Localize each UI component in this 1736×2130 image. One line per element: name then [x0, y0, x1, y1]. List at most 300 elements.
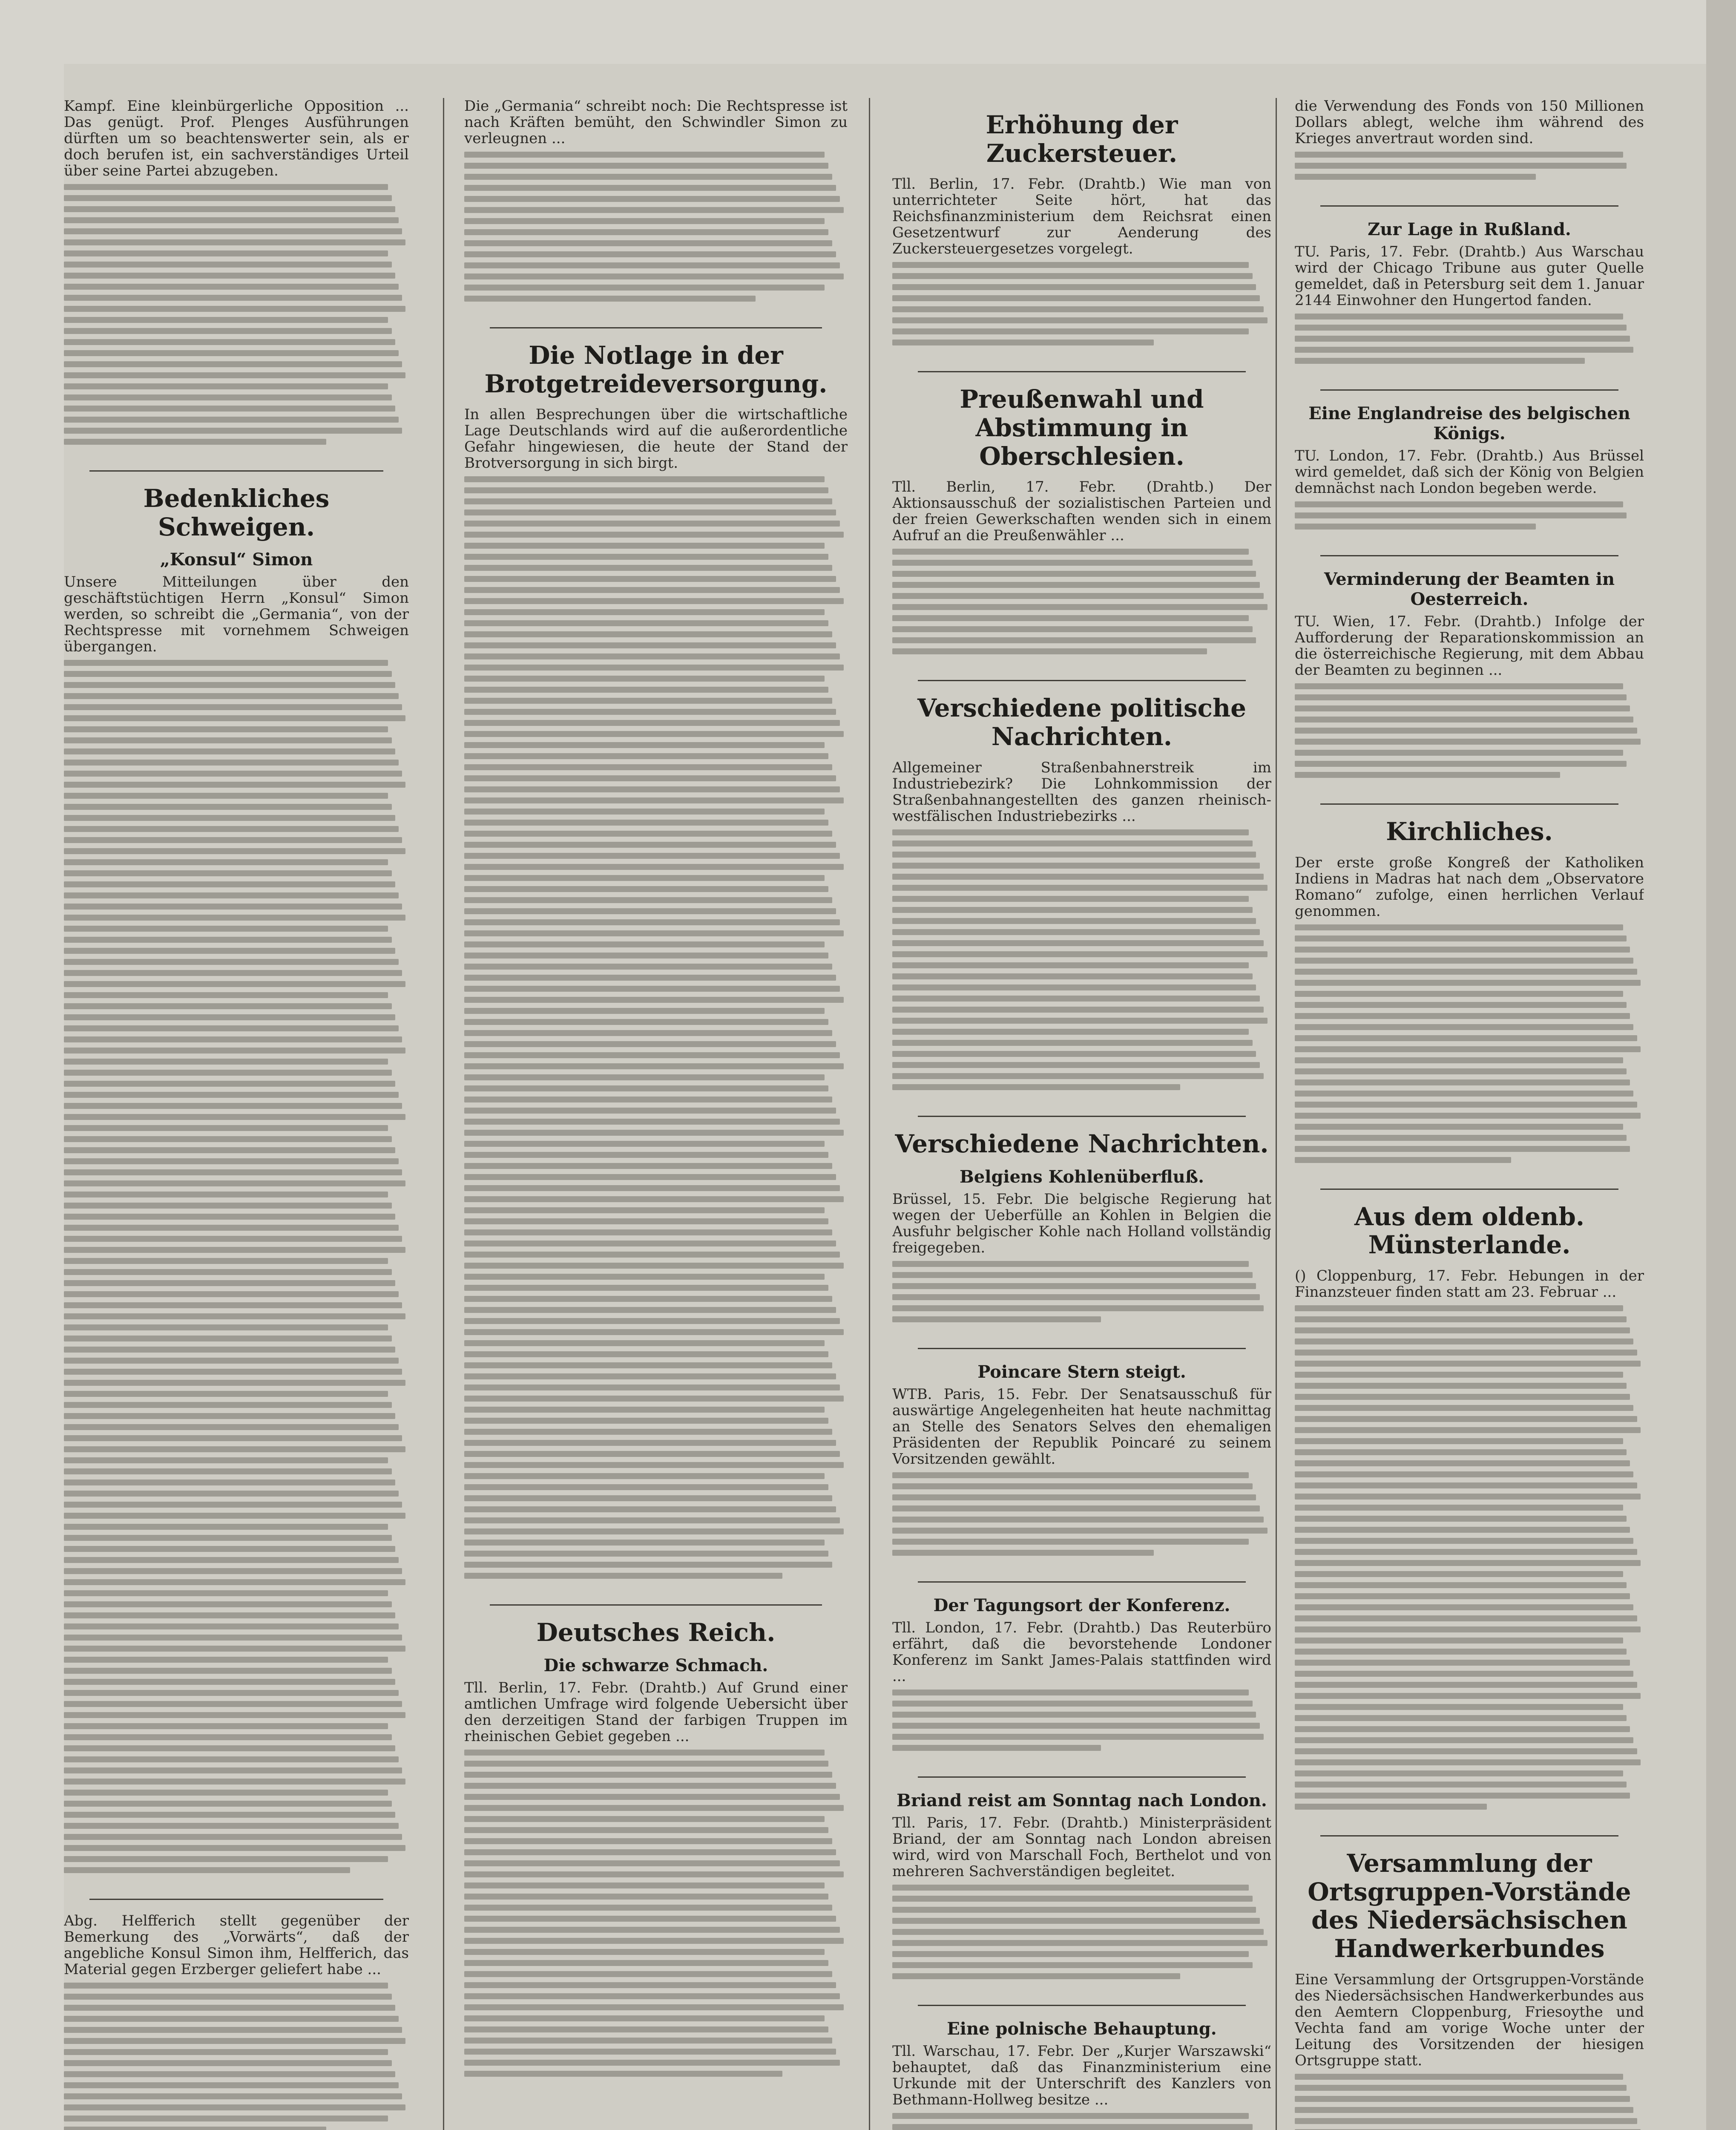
- text-line: [1295, 1035, 1637, 1041]
- text-line: [1295, 1057, 1623, 1063]
- article-divider: [918, 1776, 1246, 1778]
- text-line: [464, 1827, 828, 1833]
- text-line: [1295, 1527, 1630, 1533]
- text-line: [64, 2093, 402, 2099]
- article-lead-text: Tll. Berlin, 17. Febr. (Drahtb.) Der Aktionsausschuß der sozialistischen Parteien und der freien Gewerkschaften wenden sich in einem Aufruf an die Preußenwähler ...: [892, 479, 1271, 544]
- text-line: [464, 886, 828, 892]
- text-line: [1295, 683, 1623, 689]
- text-line: [1295, 717, 1633, 722]
- text-line: [464, 1528, 844, 1534]
- text-line: [892, 973, 1253, 979]
- text-line: [64, 892, 399, 898]
- text-line: [64, 1158, 399, 1164]
- text-line: [464, 229, 828, 235]
- article-body: [464, 476, 848, 1579]
- text-line: [892, 1907, 1256, 1913]
- text-line: [464, 1351, 828, 1357]
- text-line: [64, 206, 395, 212]
- article-divider: [1320, 1189, 1618, 1190]
- text-line: [1295, 501, 1623, 507]
- text-line: [892, 1029, 1249, 1035]
- text-line: [892, 984, 1256, 990]
- text-line: [892, 2113, 1249, 2119]
- article-lead-text: TU. London, 17. Febr. (Drahtb.) Aus Brüssel wird gemeldet, daß sich der König von Belgien demnächst nach London begeben werde.: [1295, 448, 1644, 496]
- text-line: [892, 1745, 1101, 1751]
- text-line: [1295, 1505, 1623, 1511]
- text-line: [464, 753, 828, 759]
- text-line: [64, 1491, 399, 1497]
- text-line: [64, 1192, 388, 1197]
- text-line: [64, 2005, 395, 2011]
- text-line: [64, 2027, 402, 2033]
- text-line: [464, 1783, 836, 1789]
- text-line: [1295, 1157, 1511, 1163]
- article-lead-text: TU. Paris, 17. Febr. (Drahtb.) Aus Warschau wird der Chicago Tribune aus guter Quelle gemeldet, daß in Petersburg seit dem 1. Januar 2144 Einwohner den Hungertod fanden.: [1295, 244, 1644, 308]
- text-line: [464, 1540, 825, 1546]
- text-line: [1295, 152, 1623, 158]
- text-line: [64, 1059, 388, 1065]
- text-line: [892, 328, 1249, 334]
- text-line: [464, 1296, 832, 1302]
- text-line: [64, 1734, 392, 1740]
- article-lead-text: () Cloppenburg, 17. Febr. Hebungen in der Finanzsteuer finden statt am 23. Februar ...: [1295, 1268, 1644, 1301]
- text-line: [464, 1163, 832, 1169]
- article-lead-text: Eine Versammlung der Ortsgruppen-Vorstände des Niedersächsischen Handwerkerbundes aus den Aemtern Cloppenburg, Friesoythe und Vechta fand am vorige Woche unter der Leitung des Vorsitzenden der hiesigen Ortsgruppe statt.: [1295, 1971, 1644, 2069]
- text-line: [64, 1457, 388, 1463]
- text-line: [64, 1302, 402, 1308]
- text-line: [64, 2116, 388, 2121]
- text-line: [1295, 2107, 1633, 2113]
- text-line: [64, 748, 395, 754]
- text-line: [464, 1429, 832, 1435]
- text-line: [464, 809, 825, 815]
- text-line: [1295, 1024, 1633, 1030]
- text-line: [64, 859, 388, 865]
- text-line: [1295, 1361, 1641, 1367]
- text-line: [892, 604, 1268, 610]
- text-line: [64, 1380, 405, 1386]
- text-line: [464, 1285, 828, 1291]
- text-line: [464, 1506, 836, 1512]
- text-line: [1295, 1146, 1630, 1152]
- article-lead-text: Tll. Paris, 17. Febr. (Drahtb.) Ministerpräsident Briand, der am Sonntag nach London abreisen wird, wird von Marschall Foch, Berthelot und von mehreren Sachverständigen begleitet.: [892, 1814, 1271, 1880]
- article-body: [892, 1885, 1271, 1979]
- text-line: [64, 339, 395, 345]
- article-body: [892, 1472, 1271, 1556]
- text-line: [64, 2038, 405, 2044]
- article-subheadline: Eine polnische Behauptung.: [947, 2018, 1217, 2039]
- text-line: [464, 764, 832, 770]
- text-line: [464, 1030, 832, 1036]
- text-line: [464, 1573, 782, 1579]
- text-line: [64, 1358, 399, 1364]
- article: [892, 1790, 1271, 1979]
- text-line: [64, 1324, 388, 1330]
- text-line: [892, 1973, 1180, 1979]
- text-line: [64, 1745, 395, 1751]
- text-line: [1295, 1350, 1637, 1356]
- text-line: [464, 2004, 844, 2010]
- text-line: [464, 2038, 832, 2044]
- text-line: [892, 571, 1256, 577]
- page-edge: [1706, 0, 1736, 2130]
- text-line: [464, 864, 844, 870]
- text-line: [464, 1362, 832, 1368]
- text-line: [64, 815, 395, 821]
- text-line: [464, 831, 832, 837]
- text-line: [64, 793, 388, 799]
- text-line: [64, 1994, 392, 2000]
- article-divider: [918, 680, 1246, 681]
- article: [464, 1618, 848, 2077]
- text-line: [464, 1340, 825, 1346]
- text-line: [892, 560, 1253, 566]
- text-line: [64, 328, 392, 334]
- text-line: [892, 863, 1260, 869]
- text-line: [892, 840, 1253, 846]
- text-line: [64, 306, 405, 312]
- text-line: [64, 273, 395, 279]
- article-headline: Bedenkliches Schweigen.: [143, 484, 330, 541]
- text-line: [464, 1894, 828, 1900]
- text-line: [1295, 947, 1630, 953]
- text-line: [1295, 2074, 1623, 2080]
- text-line: [892, 1062, 1260, 1068]
- text-line: [64, 1701, 402, 1707]
- article-headline: Die Notlage in der Brotgetreideversorgung.: [484, 341, 828, 398]
- article-lead-text: TU. Wien, 17. Febr. (Drahtb.) Infolge der Aufforderung der Reparationskommission an die österreichische Regierung, mit dem Abbau der Beamten zu beginnen ...: [1295, 613, 1644, 678]
- article-lead-text: Die „Germania“ schreibt noch: Die Rechtspresse ist nach Kräften bemüht, den Schwindler Simon zu verleugnen ...: [464, 98, 848, 147]
- text-line: [1295, 512, 1627, 518]
- text-line: [464, 941, 825, 947]
- text-line: [64, 195, 392, 201]
- text-line: [64, 1048, 405, 1053]
- text-line: [464, 1074, 825, 1080]
- text-line: [1295, 1793, 1630, 1799]
- text-line: [64, 1801, 392, 1807]
- text-line: [64, 715, 405, 721]
- text-line: [892, 1305, 1264, 1311]
- text-line: [892, 1539, 1249, 1545]
- text-line: [464, 742, 825, 748]
- text-line: [464, 554, 828, 560]
- text-line: [64, 992, 388, 998]
- text-line: [464, 218, 825, 224]
- text-line: [1295, 314, 1623, 320]
- text-line: [464, 521, 840, 527]
- article-subheadline: Poincare Stern steigt.: [977, 1361, 1186, 1382]
- column-1: [64, 98, 409, 2130]
- text-line: [64, 1125, 388, 1131]
- text-line: [1295, 1604, 1633, 1610]
- text-line: [64, 782, 405, 788]
- article-body: [892, 549, 1271, 654]
- text-line: [1295, 1560, 1641, 1566]
- text-line: [464, 1451, 840, 1457]
- text-line: [464, 1816, 825, 1822]
- text-line: [464, 1052, 840, 1058]
- article: [1295, 219, 1644, 364]
- text-line: [464, 1838, 832, 1844]
- text-line: [64, 1214, 395, 1220]
- text-line: [464, 1772, 832, 1778]
- text-line: [464, 185, 836, 191]
- text-line: [64, 1103, 402, 1109]
- text-line: [464, 240, 832, 246]
- text-line: [464, 853, 840, 859]
- text-line: [64, 826, 399, 832]
- text-line: [64, 439, 326, 445]
- text-line: [1295, 935, 1627, 941]
- article-lead-text: In allen Besprechungen über die wirtschaftliche Lage Deutschlands wird auf die außerordentliche Gefahr hingewiesen, die heute der Stand der Brotversorgung in sich birgt.: [464, 406, 848, 472]
- text-line: [1295, 1002, 1627, 1008]
- text-line: [64, 1313, 405, 1319]
- text-line: [64, 383, 388, 389]
- text-line: [1295, 1068, 1627, 1074]
- text-line: [464, 720, 840, 726]
- article-divider: [1320, 555, 1618, 556]
- text-line: [464, 2071, 782, 2077]
- column-rule: [1276, 98, 1277, 2130]
- article-body: [1295, 683, 1644, 778]
- text-line: [1295, 1091, 1633, 1097]
- text-line: [64, 2071, 395, 2077]
- text-line: [892, 1007, 1264, 1013]
- article-divider: [918, 1116, 1246, 1117]
- text-line: [464, 1418, 828, 1424]
- text-line: [892, 1483, 1253, 1489]
- text-line: [1295, 761, 1627, 767]
- text-line: [64, 804, 392, 810]
- text-line: [892, 317, 1268, 323]
- article-body: [892, 2113, 1271, 2130]
- text-line: [64, 1424, 399, 1430]
- text-line: [64, 1479, 395, 1485]
- text-line: [64, 1668, 392, 1674]
- article-subheadline: „Konsul“ Simon: [160, 550, 313, 570]
- article-divider: [490, 327, 822, 328]
- text-line: [64, 1546, 395, 1552]
- text-line: [464, 1396, 844, 1402]
- text-line: [64, 1247, 405, 1253]
- text-line: [892, 549, 1249, 555]
- article-body: [892, 262, 1271, 345]
- text-line: [64, 1657, 388, 1663]
- article-body: [892, 829, 1271, 1090]
- text-line: [464, 642, 836, 648]
- article: [464, 98, 848, 302]
- article-body: [1295, 152, 1644, 180]
- text-line: [64, 948, 395, 954]
- text-line: [464, 786, 840, 792]
- text-line: [464, 1373, 836, 1379]
- text-line: [892, 1918, 1260, 1924]
- text-line: [1295, 705, 1630, 711]
- text-line: [892, 1940, 1268, 1946]
- text-line: [1295, 1759, 1641, 1765]
- text-line: [464, 174, 832, 180]
- text-line: [64, 671, 392, 677]
- article-headline: Deutsches Reich.: [536, 1618, 776, 1647]
- text-line: [1295, 1438, 1623, 1444]
- article-subheadline: Eine Englandreise des belgischen Königs.: [1308, 403, 1630, 443]
- text-line: [64, 1336, 392, 1341]
- text-line: [892, 1712, 1256, 1718]
- text-line: [64, 970, 402, 976]
- text-line: [464, 665, 844, 671]
- text-line: [464, 897, 832, 903]
- text-line: [464, 2049, 836, 2055]
- text-line: [64, 1812, 395, 1818]
- text-line: [64, 1535, 392, 1541]
- text-line: [64, 417, 399, 423]
- article: [64, 98, 409, 445]
- text-line: [1295, 1538, 1633, 1544]
- text-line: [464, 1407, 825, 1413]
- text-line: [1295, 1626, 1641, 1632]
- text-line: [464, 1927, 840, 1933]
- text-line: [464, 1008, 825, 1014]
- article-divider: [918, 2005, 1246, 2006]
- text-line: [464, 1108, 836, 1114]
- text-line: [892, 1701, 1253, 1707]
- text-line: [64, 1291, 399, 1297]
- text-line: [464, 1318, 840, 1324]
- text-line: [64, 1025, 399, 1031]
- text-line: [464, 797, 844, 803]
- text-line: [64, 1679, 395, 1685]
- text-line: [464, 1960, 828, 1966]
- text-line: [464, 919, 840, 925]
- article-subheadline: Zur Lage in Rußland.: [1368, 219, 1571, 239]
- text-line: [892, 284, 1256, 290]
- text-line: [892, 852, 1256, 858]
- text-line: [64, 1513, 405, 1519]
- text-line: [1295, 1372, 1623, 1378]
- text-line: [64, 1712, 405, 1718]
- article-lead-text: Tll. Berlin, 17. Febr. (Drahtb.) Wie man von unterrichteter Seite hört, hat das Reichsfinanzministerium dem Reichsrat einen Gesetzentwurf zur Aenderung des Zuckersteuergesetzes vorgelegt.: [892, 176, 1271, 257]
- text-line: [464, 1141, 825, 1147]
- text-line: [892, 273, 1253, 279]
- text-line: [892, 1261, 1249, 1267]
- article: [1295, 98, 1644, 180]
- text-line: [64, 1601, 392, 1607]
- article-divider: [1320, 803, 1618, 805]
- text-line: [1295, 1593, 1630, 1599]
- text-line: [464, 509, 836, 515]
- text-line: [1295, 1638, 1623, 1644]
- text-line: [892, 637, 1256, 643]
- text-line: [64, 1036, 402, 1042]
- text-line: [464, 820, 828, 826]
- text-line: [464, 273, 844, 279]
- text-line: [892, 1517, 1264, 1523]
- text-line: [464, 631, 832, 637]
- article-divider: [89, 1899, 383, 1900]
- text-line: [1295, 1316, 1627, 1322]
- text-line: [464, 1041, 836, 1047]
- text-line: [64, 1402, 392, 1408]
- text-line: [1295, 336, 1630, 342]
- text-line: [64, 737, 392, 743]
- text-line: [64, 1114, 405, 1120]
- text-line: [64, 1446, 405, 1452]
- article: [1295, 1203, 1644, 1810]
- text-line: [892, 1018, 1268, 1024]
- text-line: [464, 653, 840, 659]
- article-lead-text: Allgemeiner Straßenbahnerstreik im Industriebezirk? Die Lohnkommission der Straßenbahnangestellten des ganzen rheinisch-westfälischen Industriebezirks ...: [892, 759, 1271, 824]
- text-line: [464, 687, 828, 693]
- article-divider: [1320, 389, 1618, 391]
- text-line: [1295, 728, 1637, 734]
- text-line: [64, 1014, 395, 1020]
- text-line: [64, 726, 388, 732]
- text-line: [1295, 750, 1623, 756]
- text-line: [464, 731, 844, 737]
- article-lead-text: Kampf. Eine kleinbürgerliche Opposition ... Das genügt. Prof. Plenges Ausführungen dürften um so beachtenswerter sein, als er doch berufen ist, ein sachverständiges Urteil über seine Partei abzugeben.: [64, 98, 409, 179]
- text-line: [464, 1905, 832, 1911]
- text-line: [464, 476, 825, 482]
- text-line: [892, 918, 1256, 924]
- text-line: [1295, 1549, 1637, 1555]
- text-line: [64, 704, 402, 710]
- text-line: [64, 1468, 392, 1474]
- article-divider: [918, 1348, 1246, 1349]
- article-body: [64, 1983, 409, 2130]
- text-line: [464, 1229, 832, 1235]
- text-line: [64, 1983, 388, 1989]
- text-line: [64, 1169, 402, 1175]
- text-line: [464, 1794, 840, 1800]
- text-line: [464, 2060, 840, 2066]
- text-line: [64, 937, 392, 943]
- text-line: [64, 295, 402, 301]
- text-line: [1295, 1046, 1641, 1052]
- text-line: [1295, 1748, 1637, 1754]
- text-line: [892, 648, 1207, 654]
- text-line: [1295, 1693, 1641, 1699]
- text-line: [1295, 1416, 1637, 1422]
- text-line: [1295, 524, 1536, 530]
- text-line: [892, 885, 1268, 891]
- text-line: [464, 1119, 840, 1125]
- text-line: [64, 1779, 405, 1785]
- article: [892, 694, 1271, 1090]
- text-line: [464, 1274, 825, 1280]
- text-line: [64, 1003, 392, 1009]
- article: [64, 484, 409, 1873]
- text-line: [464, 1949, 825, 1955]
- text-line: [464, 1185, 840, 1191]
- text-line: [64, 2082, 399, 2088]
- text-line: [1295, 1726, 1630, 1732]
- text-line: [64, 1347, 395, 1353]
- text-line: [464, 2015, 825, 2021]
- text-line: [1295, 347, 1633, 353]
- text-line: [464, 1871, 844, 1877]
- text-line: [892, 1084, 1180, 1090]
- text-line: [464, 1063, 844, 1069]
- text-line: [64, 1269, 392, 1275]
- text-line: [64, 1369, 402, 1375]
- text-line: [464, 1019, 828, 1025]
- article-divider: [1320, 205, 1618, 207]
- text-line: [64, 1856, 388, 1862]
- article-body: [464, 1750, 848, 2077]
- text-line: [464, 1218, 828, 1224]
- text-line: [892, 1951, 1249, 1957]
- article-lead-text: Abg. Helfferich stellt gegenüber der Bemerkung des „Vorwärts“, daß der angebliche Konsul Simon ihm, Helfferich, das Material gegen Erzberger geliefert habe ...: [64, 1913, 409, 1978]
